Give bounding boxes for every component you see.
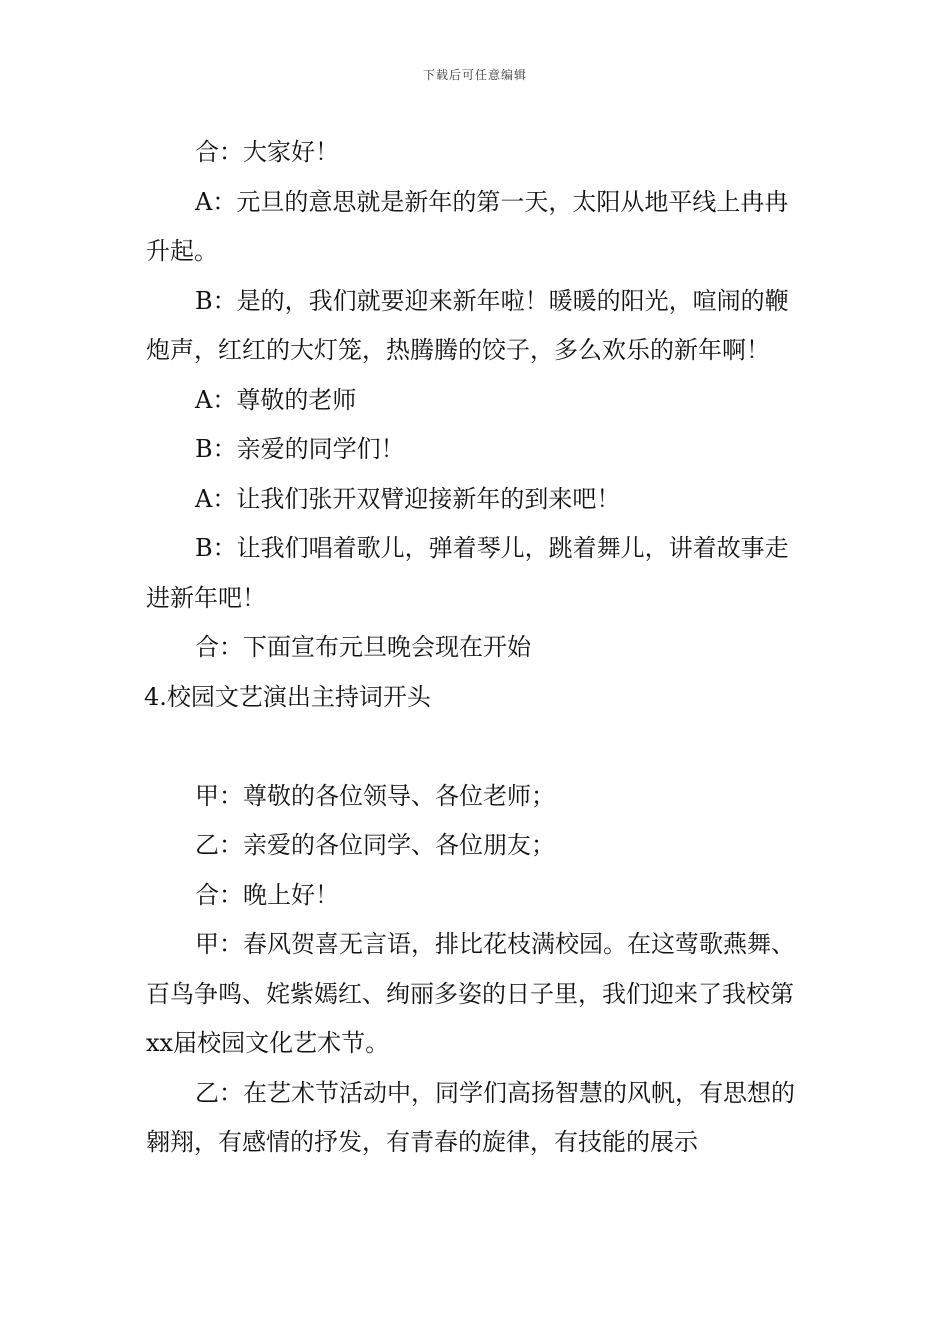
paragraph-6: A：让我们张开双臂迎接新年的到来吧！ xyxy=(195,484,621,513)
blank-line xyxy=(146,722,808,772)
paragraph-13: 乙：在艺术节活动中，同学们高扬智慧的风帆，有思想的翱翔，有感情的抒发，有青春的旋律，有技能的展示 xyxy=(146,1078,795,1156)
paragraph-10: 乙：亲爱的各位同学、各位朋友； xyxy=(195,831,555,859)
paragraph-12: 甲：春风贺喜无言语，排比花枝满校园。在这莺歌燕舞、百鸟争鸣、姹紫嫣红、绚丽多姿的日子里，我们迎来了我校第xx届校园文化艺术节。 xyxy=(146,930,795,1057)
paragraph-8: 合：下面宣布元旦晚会现在开始 xyxy=(195,633,531,661)
paragraph-3: B：是的，我们就要迎来新年啦！暖暖的阳光，喧闹的鞭炮声，红红的大灯笼，热腾腾的饺子，多么欢乐的新年啊！ xyxy=(146,286,789,364)
paragraph-11: 合：晚上好！ xyxy=(195,880,339,909)
paragraph-5: B：亲爱的同学们！ xyxy=(195,435,405,463)
paragraph-4: A：尊敬的老师 xyxy=(195,385,357,414)
paragraph-1: 合：大家好！ xyxy=(195,138,339,166)
document-body xyxy=(146,128,808,1168)
section-heading: 4.校园文艺演出主持词开头 xyxy=(144,682,431,711)
paragraph-7: B：让我们唱着歌儿，弹着琴儿，跳着舞儿，讲着故事走进新年吧！ xyxy=(146,534,789,612)
paragraph-9: 甲：尊敬的各位领导、各位老师； xyxy=(195,781,555,810)
page-header: 下载后可任意编辑 xyxy=(422,68,527,82)
paragraph-2: A：元旦的意思就是新年的第一天，太阳从地平线上冉冉升起。 xyxy=(146,187,789,265)
